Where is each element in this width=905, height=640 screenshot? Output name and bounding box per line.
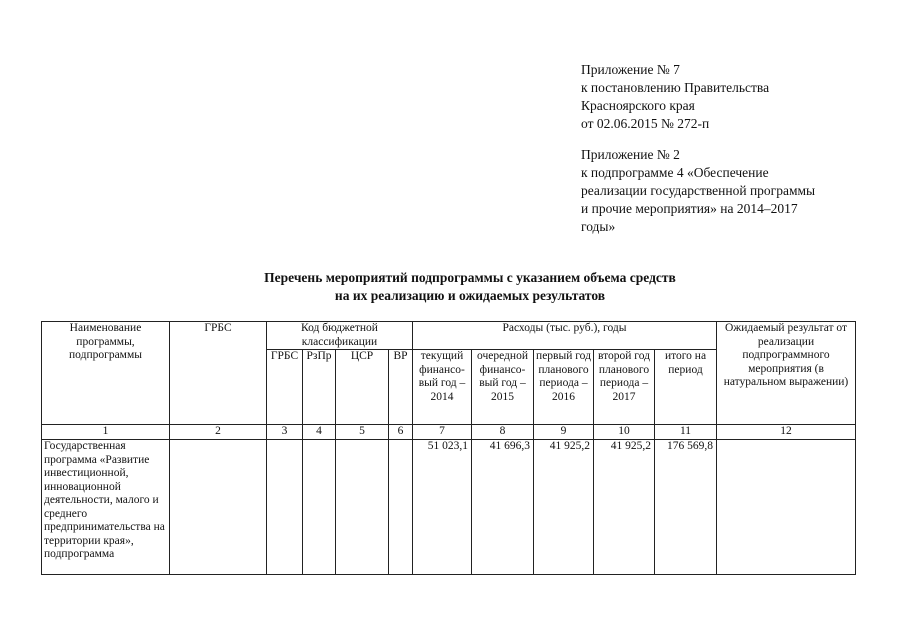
header-name: Наименование программы, подпрограммы	[42, 322, 170, 425]
table-row	[42, 440, 856, 575]
column-number: 4	[303, 425, 336, 440]
amount-2015-cell: 41 696,3	[472, 440, 534, 575]
grbs-cell	[170, 440, 267, 575]
column-number: 7	[413, 425, 472, 440]
subheader-second-plan-year: второй год планового периода – 2017	[594, 350, 655, 425]
column-number: 8	[472, 425, 534, 440]
amount-2017-cell: 41 925,2	[594, 440, 655, 575]
subheader-vr: ВР	[389, 350, 413, 425]
title-line: Перечень мероприятий подпрограммы с указанием объема средств	[264, 270, 676, 285]
header-expected-result: Ожидаемый результат от реализации подпрограммного мероприятия (в натуральном выражении)	[717, 322, 856, 425]
vr-cell	[389, 440, 413, 575]
measures-table	[41, 321, 856, 575]
amount-2016-cell: 41 925,2	[534, 440, 594, 575]
approval-line: реализации государственной программы	[581, 183, 816, 198]
column-number: 11	[655, 425, 717, 440]
subheader-rzpr: РзПр	[303, 350, 336, 425]
amount-total-cell: 176 569,8	[655, 440, 717, 575]
header-row-top	[42, 322, 856, 350]
approval-line: Приложение № 2	[581, 147, 680, 162]
column-number: 12	[717, 425, 856, 440]
subheader-first-plan-year: первый год планового периода – 2016	[534, 350, 594, 425]
approval-block-appendix-7	[581, 61, 769, 133]
approval-line: от 02.06.2015 № 272-п	[581, 116, 710, 131]
approval-line: Красноярского края	[581, 98, 695, 113]
approval-line: к подпрограмме 4 «Обеспечение	[581, 165, 769, 180]
column-number: 2	[170, 425, 267, 440]
column-number-row	[42, 425, 856, 440]
header-budget-code: Код бюджетной классификации	[267, 322, 413, 350]
subheader-current-year: текущий финансо-вый год – 2014	[413, 350, 472, 425]
subheader-csr: ЦСР	[336, 350, 389, 425]
approval-line: и прочие мероприятия» на 2014–2017	[581, 201, 798, 216]
column-number: 1	[42, 425, 170, 440]
subheader-grbs: ГРБС	[267, 350, 303, 425]
expected-result-cell	[717, 440, 856, 575]
header-expenses: Расходы (тыс. руб.), годы	[413, 322, 717, 350]
column-number: 6	[389, 425, 413, 440]
header-grbs: ГРБС	[170, 322, 267, 425]
subheader-total: итого на период	[655, 350, 717, 425]
approval-line: годы»	[581, 219, 616, 234]
document-title	[150, 269, 790, 305]
csr-cell	[336, 440, 389, 575]
program-name-cell: Государственная программа «Развитие инвестиционной, инновационной деятельности, малого и среднего предпринимательства на территории края», подпрограмма	[42, 440, 170, 575]
column-number: 9	[534, 425, 594, 440]
subheader-next-year: очередной финансо-вый год – 2015	[472, 350, 534, 425]
column-number: 3	[267, 425, 303, 440]
grbs-code-cell	[267, 440, 303, 575]
title-line: на их реализацию и ожидаемых результатов	[334, 288, 606, 303]
approval-block-appendix-2	[581, 146, 815, 236]
column-number: 10	[594, 425, 655, 440]
column-number: 5	[336, 425, 389, 440]
rzpr-cell	[303, 440, 336, 575]
amount-2014-cell: 51 023,1	[413, 440, 472, 575]
approval-line: Приложение № 7	[581, 62, 680, 77]
approval-line: к постановлению Правительства	[581, 80, 770, 95]
